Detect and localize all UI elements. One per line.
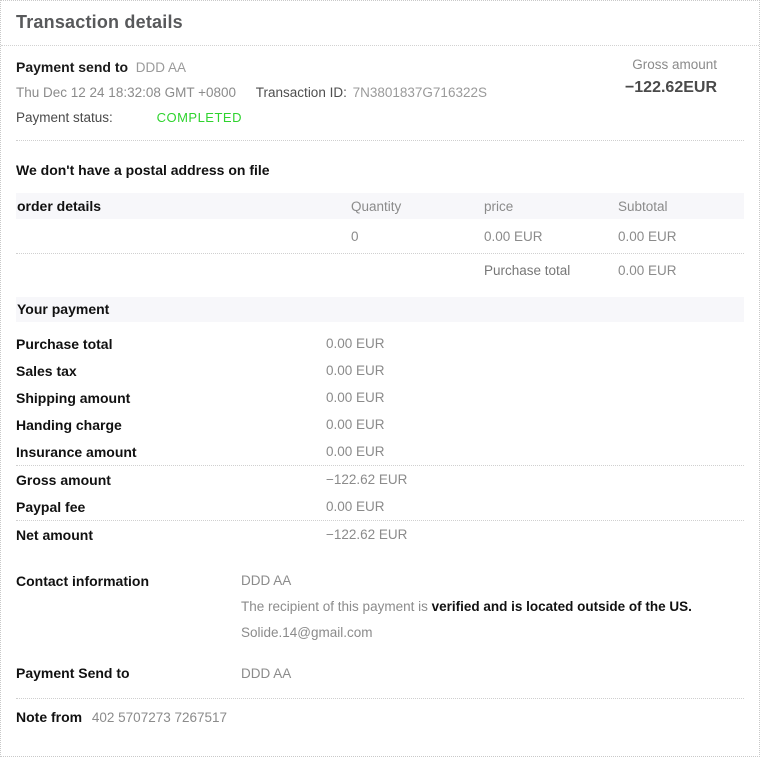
payment-row-purchase-total (16, 330, 744, 357)
row-value: 0.00 EUR (326, 417, 385, 432)
purchase-total-row (16, 254, 744, 287)
payment-row-net-amount (16, 520, 744, 548)
your-payment-header: Your payment (16, 297, 744, 322)
payment-row-sales-tax (16, 357, 744, 384)
contact-information-label: Contact information (16, 573, 149, 589)
payment-row-insurance-amount (16, 438, 744, 465)
payment-summary (1, 46, 759, 125)
gross-amount-label: Gross amount (632, 57, 717, 72)
row-label: Sales tax (16, 362, 77, 379)
transaction-id-label: Transaction ID: (255, 85, 347, 100)
payment-row-handing-charge (16, 411, 744, 438)
your-payment-rows (16, 330, 744, 548)
contact-information-content (241, 568, 744, 646)
payment-row-paypal-fee (16, 493, 744, 520)
row-value: 0.00 EUR (326, 336, 385, 351)
row-label: Handing charge (16, 416, 122, 433)
recipient-name: DDD AA (135, 60, 187, 75)
contact-information-section (16, 568, 744, 646)
gross-amount-value: −122.62EUR (624, 79, 717, 96)
title-bar (1, 1, 759, 46)
row-value: −122.62 EUR (326, 527, 408, 542)
row-label: Net amount (16, 526, 93, 543)
payment-send-to-footer-value: DDD AA (241, 665, 292, 681)
note-from-section (1, 699, 759, 735)
gross-amount-block (625, 57, 717, 97)
order-details-title: order details (17, 198, 102, 214)
row-label: Gross amount (16, 471, 111, 488)
row-value: 0.00 EUR (326, 444, 385, 459)
payment-send-to-section (16, 660, 744, 686)
order-table-row (16, 219, 744, 254)
note-from-value: 402 5707273 7267517 (91, 710, 228, 725)
row-value: 0.00 EUR (326, 363, 385, 378)
payment-row-shipping-amount (16, 384, 744, 411)
payment-row-gross-amount (16, 465, 744, 493)
row-label: Paypal fee (16, 498, 86, 515)
row-value: 0.00 EUR (326, 390, 385, 405)
transaction-date: Thu Dec 12 24 18:32:08 GMT +0800 (16, 85, 237, 100)
order-details-table (16, 193, 744, 287)
order-item-quantity: 0 (351, 228, 359, 244)
note-from-label: Note from (16, 709, 83, 725)
column-price: price (484, 198, 514, 214)
payment-status-label: Payment status: (16, 110, 113, 125)
order-table-header (16, 193, 744, 219)
row-label: Shipping amount (16, 389, 131, 406)
verified-bold-text: verified and is located outside of the US. (431, 599, 692, 614)
payment-status-badge: COMPLETED (156, 110, 242, 125)
contact-name: DDD AA (241, 573, 292, 588)
row-value: 0.00 EUR (326, 499, 385, 514)
contact-email: Solide.14@gmail.com (241, 625, 373, 640)
order-item-subtotal: 0.00 EUR (618, 228, 677, 244)
row-label: Purchase total (16, 335, 113, 352)
payment-send-to-label: Payment send to (16, 59, 129, 75)
column-quantity: Quantity (351, 198, 402, 214)
payment-send-to-footer-label: Payment Send to (16, 665, 130, 681)
payment-status-line (16, 110, 744, 125)
page-title: Transaction details (16, 12, 183, 32)
transaction-id-value: 7N3801837G716322S (352, 85, 487, 100)
purchase-total-value: 0.00 EUR (618, 263, 677, 278)
column-subtotal: Subtotal (618, 198, 668, 214)
order-item-price: 0.00 EUR (484, 228, 543, 244)
row-value: −122.62 EUR (326, 472, 408, 487)
postal-address-notice: We don't have a postal address on file (16, 162, 270, 178)
row-label: Insurance amount (16, 443, 137, 460)
verified-prefix: The recipient of this payment is (241, 599, 432, 614)
divider (16, 140, 744, 141)
purchase-total-label: Purchase total (484, 263, 571, 278)
verified-statement (241, 594, 744, 620)
